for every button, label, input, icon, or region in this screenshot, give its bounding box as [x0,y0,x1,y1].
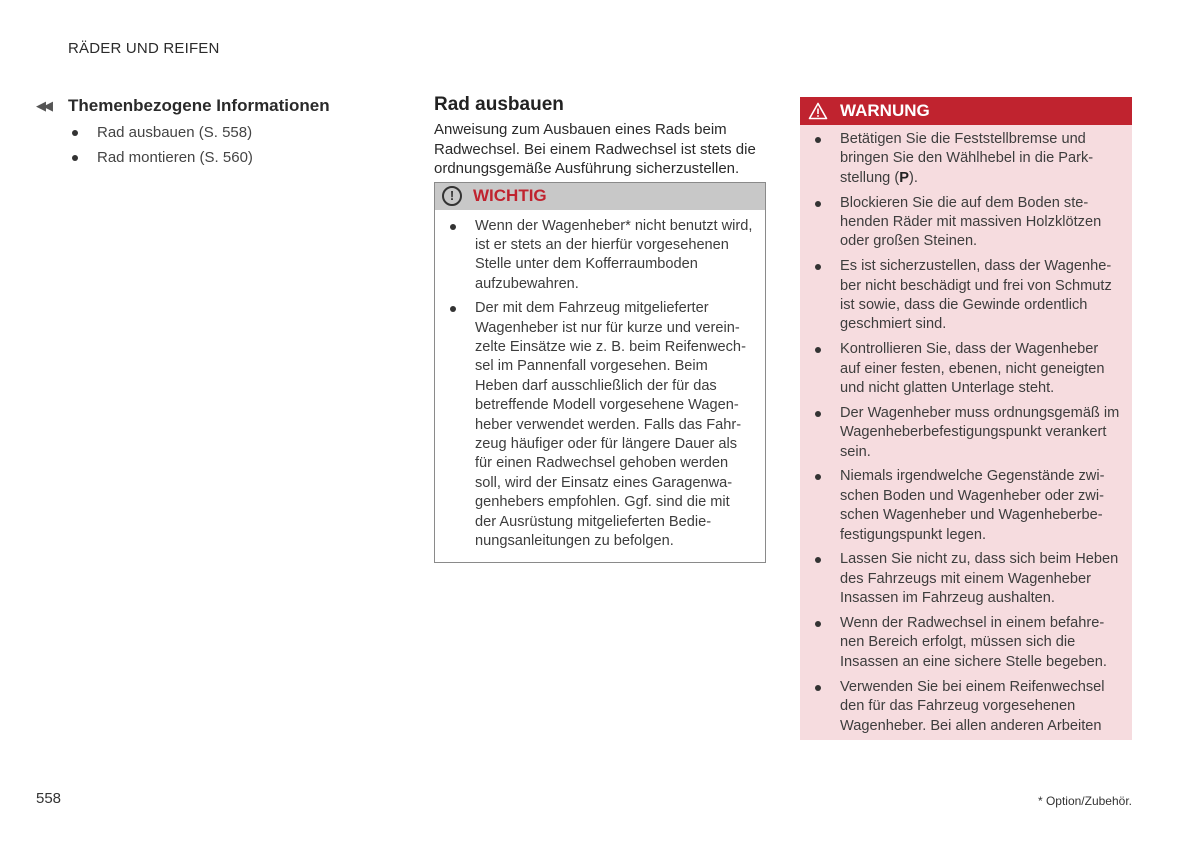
warning-label: WARNUNG [840,101,930,120]
main-content [434,92,766,563]
list-item: Wenn der Radwechsel in einem befahrenen Bereich erfolgt, müssen sich die Insassen an eine sichere Stelle begeben. [812,614,1120,672]
list-item: Der Wagenheber muss ordnungsgemäß im Wagenheberbefestigungspunkt verankert sein. [812,404,1120,462]
list-item: Der mit dem Fahrzeug mitgelieferter Wagenheber ist nur für kurze und vereinzelte Einsätze wie z. B. beim Reifenwechsel im Pannenfall vorgesehen. Beim Heben darf ausschließlich der für das betreffende Modell vorgesehene Wagenheber verwendet werden. Falls das Fahrzeug häufiger oder für längere Dauer als für einen Radwechsel gehoben werden soll, wird der Einsatz eines Garagenwagenhebers empfohlen. Ggf. sind die mit der Ausrüstung mitgelieferten Bedienungsanleitungen zu befolgen. [447,299,753,551]
related-links [36,120,376,170]
important-label: WICHTIG [473,186,547,205]
related-link[interactable]: Rad ausbauen (S. 558) [68,120,376,145]
page-number: 558 [36,790,62,807]
gear-position-p: P [899,169,909,186]
list-item: Blockieren Sie die auf dem Boden stehenden Räder mit massiven Holzklötzen oder großen Steinen. [812,194,1120,252]
warning-box [800,97,1132,740]
list-item: Lassen Sie nicht zu, dass sich beim Heben des Fahrzeugs mit einem Wagenheber Insassen im Fahrzeug aushalten. [812,550,1120,608]
footnote: * Option/Zubehör. [1037,794,1132,808]
page-title: Rad ausbauen [434,94,564,115]
list-item: Kontrollieren Sie, dass der Wagenheber auf einer festen, ebenen, nicht geneigten und nicht glatten Unterlage steht. [812,340,1120,398]
double-chevron-left-icon[interactable]: ◀◀ [36,98,50,113]
intro-text: Anweisung zum Ausbauen eines Rads beim Radwechsel. Bei einem Radwechsel ist stets die ordnungsgemäße Ausführung sicherzustellen. [434,121,756,177]
related-info-header [36,96,376,116]
related-info-title: Themenbezogene Informationen [68,96,330,115]
list-item-text: Betätigen Sie die Feststellbremse und bringen Sie den Wählhebel in die Parkstellung ( [840,131,1094,186]
warning-triangle-icon [808,102,828,120]
exclamation-circle-icon: ! [442,186,462,206]
list-item: Wenn der Wagenheber* nicht benutzt wird, ist er stets an der hierfür vorgesehenen Stelle unter dem Kofferraumboden aufzubewahren. [447,217,753,295]
important-list [435,210,765,563]
related-info [36,96,376,170]
list-item: Es ist sicherzustellen, dass der Wagenheber nicht beschädigt und frei von Schmutz ist sowie, dass die Gewinde ordentlich geschmiert sind. [812,257,1120,335]
section-header: RÄDER UND REIFEN [68,40,220,57]
list-item: Verwenden Sie bei einem Reifenwechsel den für das Fahrzeug vorgesehenen Wagenheber. Bei allen anderen Arbeiten [812,678,1120,736]
list-item [812,130,1120,188]
related-link[interactable]: Rad montieren (S. 560) [68,145,376,170]
warning-header [800,97,1132,125]
list-item-text: ). [908,169,918,186]
list-item: Niemals irgendwelche Gegenstände zwischen Boden und Wagenheber oder zwischen Wagenheber und Wagenheberbefestigungspunkt legen. [812,467,1120,545]
important-header [435,183,765,210]
warning-list [800,125,1132,736]
important-box [434,182,766,564]
